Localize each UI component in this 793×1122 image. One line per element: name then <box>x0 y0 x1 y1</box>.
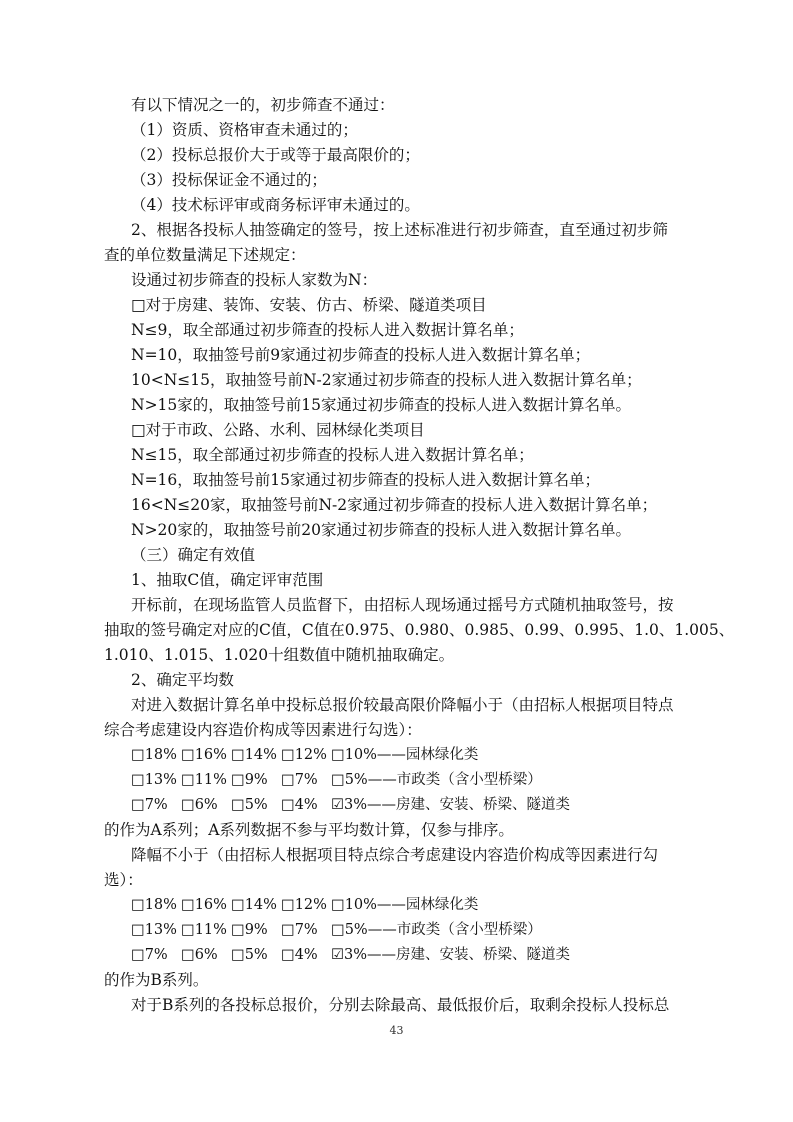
text-line: 选）： <box>104 871 143 889</box>
text-line: □对于市政、公路、水利、园林绿化类项目 <box>131 421 425 439</box>
checkbox-option[interactable]: □10%——园林绿化类 <box>331 897 479 913</box>
text-line: 2、确定平均数 <box>131 671 234 689</box>
page-number: 43 <box>389 1024 404 1037</box>
text-line: 1、抽取C值，确定评审范围 <box>131 571 324 589</box>
checkbox-option[interactable]: □4% <box>281 797 318 813</box>
text-line: 10<N≤15，取抽签号前N-2家通过初步筛查的投标人进入数据计算名单； <box>131 371 642 389</box>
text-line: （3）投标保证金不通过的； <box>131 171 327 189</box>
checkbox-option[interactable]: □6% <box>181 797 218 813</box>
checkbox-row-a2 <box>131 768 731 792</box>
text-line: 查的单位数量满足下述规定： <box>104 246 306 264</box>
checkbox-option[interactable]: □7% <box>281 772 318 788</box>
checkbox-option[interactable]: □7% <box>131 947 168 963</box>
text-line: 降幅不小于（由招标人根据项目特点综合考虑建设内容造价构成等因素进行勾 <box>131 846 659 864</box>
text-line: N≤15，取全部通过初步筛查的投标人进入数据计算名单； <box>131 446 534 464</box>
checkbox-row-a3 <box>131 793 731 817</box>
text-line: N≤9，取全部通过初步筛查的投标人进入数据计算名单； <box>131 321 524 339</box>
text-line: 2、根据各投标人抽签确定的签号，按上述标准进行初步筛查，直至通过初步筛 <box>131 221 668 239</box>
text-line: 抽取的签号确定对应的C值，C值在0.975、0.980、0.985、0.99、0.995、1.0、1.005、 <box>104 621 735 639</box>
checkbox-option[interactable]: □4% <box>281 947 318 963</box>
checkbox-option[interactable]: □5% <box>231 797 268 813</box>
checkbox-option[interactable]: □18% <box>131 897 177 913</box>
checkbox-option[interactable]: □7% <box>131 797 168 813</box>
text-line: （4）技术标评审或商务标评审未通过的。 <box>131 196 420 214</box>
text-line: 对进入数据计算名单中投标总报价较最高限价降幅小于（由招标人根据项目特点 <box>131 696 674 714</box>
checkbox-row-b1 <box>131 893 731 917</box>
checkbox-option[interactable]: □9% <box>231 922 268 938</box>
text-line: 综合考虑建设内容造价构成等因素进行勾选）： <box>104 721 422 739</box>
checkbox-option[interactable]: □16% <box>181 897 227 913</box>
checkbox-option[interactable]: □11% <box>181 772 227 788</box>
checkbox-option-checked[interactable]: ☑3%——房建、安装、桥梁、隧道类 <box>331 797 571 813</box>
checkbox-option[interactable]: □9% <box>231 772 268 788</box>
checkbox-option[interactable]: □5%——市政类（含小型桥梁） <box>331 772 542 788</box>
checkbox-option[interactable]: □14% <box>231 747 277 763</box>
checkbox-option-checked[interactable]: ☑3%——房建、安装、桥梁、隧道类 <box>331 947 571 963</box>
checkbox-option[interactable]: □6% <box>181 947 218 963</box>
checkbox-option[interactable]: □5%——市政类（含小型桥梁） <box>331 922 542 938</box>
checkbox-row-b2 <box>131 918 731 942</box>
text-line: 设通过初步筛查的投标人家数为N： <box>131 271 378 289</box>
text-line: N=16，取抽签号前15家通过初步筛查的投标人进入数据计算名单； <box>131 471 600 489</box>
checkbox-row-b3 <box>131 943 731 967</box>
checkbox-option[interactable]: □18% <box>131 747 177 763</box>
text-line: 16<N≤20家，取抽签号前N-2家通过初步筛查的投标人进入数据计算名单； <box>131 496 658 514</box>
checkbox-option[interactable]: □13% <box>131 922 177 938</box>
checkbox-option[interactable]: □11% <box>181 922 227 938</box>
checkbox-option[interactable]: □16% <box>181 747 227 763</box>
text-line: □对于房建、装饰、安装、仿古、桥梁、隧道类项目 <box>131 296 487 314</box>
text-line: 的作为B系列。 <box>104 971 209 989</box>
text-line: 的作为A系列；A系列数据不参与平均数计算，仅参与排序。 <box>104 821 514 839</box>
section-heading: （三）确定有效值 <box>131 546 256 564</box>
text-line: （2）投标总报价大于或等于最高限价的； <box>131 146 420 164</box>
text-line: N>20家的，取抽签号前20家通过初步筛查的投标人进入数据计算名单。 <box>131 521 631 539</box>
text-line: 开标前，在现场监管人员监督下，由招标人现场通过摇号方式随机抽取签号，按 <box>131 596 674 614</box>
text-line: （1）资质、资格审查未通过的； <box>131 121 358 139</box>
text-line: N>15家的，取抽签号前15家通过初步筛查的投标人进入数据计算名单。 <box>131 396 631 414</box>
text-line: 1.010、1.015、1.020十组数值中随机抽取确定。 <box>104 646 455 664</box>
checkbox-option[interactable]: □12% <box>281 747 327 763</box>
checkbox-option[interactable]: □13% <box>131 772 177 788</box>
checkbox-option[interactable]: □5% <box>231 947 268 963</box>
checkbox-option[interactable]: □10%——园林绿化类 <box>331 747 479 763</box>
checkbox-option[interactable]: □7% <box>281 922 318 938</box>
checkbox-row-a1 <box>131 743 731 767</box>
checkbox-option[interactable]: □14% <box>231 897 277 913</box>
text-line: 对于B系列的各投标总报价，分别去除最高、最低报价后，取剩余投标人投标总 <box>131 996 670 1014</box>
text-line: N=10，取抽签号前9家通过初步筛查的投标人进入数据计算名单； <box>131 346 591 364</box>
checkbox-option[interactable]: □12% <box>281 897 327 913</box>
text-line: 有以下情况之一的，初步筛查不通过： <box>131 96 395 114</box>
